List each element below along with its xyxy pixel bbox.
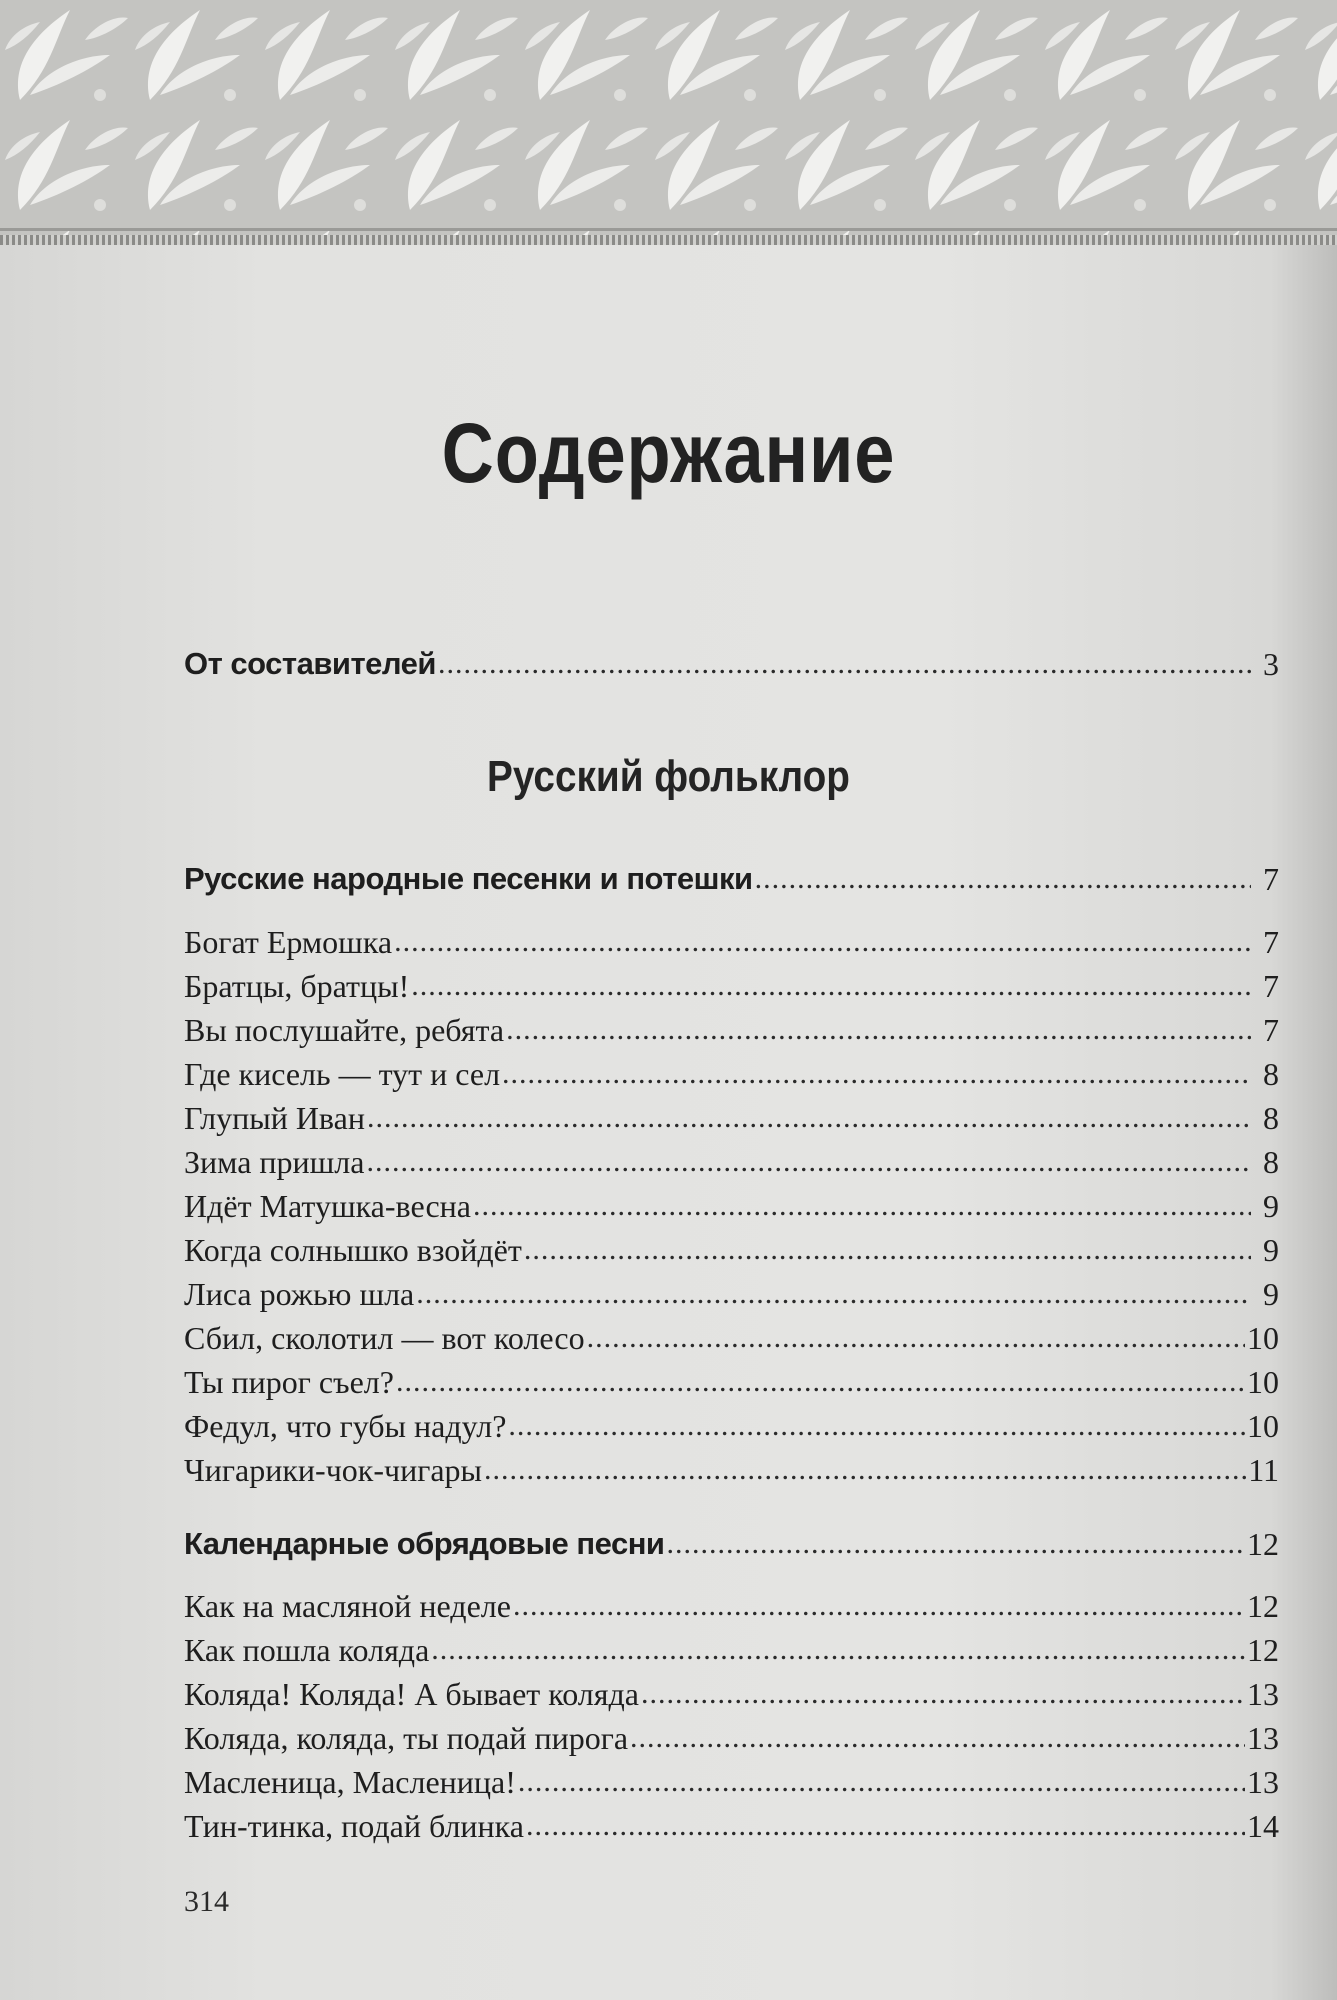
toc-leader <box>473 1184 1251 1228</box>
toc-entry <box>184 1802 1279 1848</box>
toc-entry-label: Когда солнышко взойдёт <box>184 1232 522 1268</box>
toc-entry-page: 11 <box>1248 1452 1279 1488</box>
toc-leader <box>518 1760 1245 1804</box>
toc-entry <box>184 1138 1279 1184</box>
toc-entry-label: Ты пирог съел? <box>184 1364 394 1400</box>
toc-entry <box>184 1626 1279 1672</box>
toc-entry-page: 9 <box>1263 1276 1279 1312</box>
toc-leader <box>394 920 1251 964</box>
toc-entry <box>184 962 1279 1008</box>
toc-entry-page: 9 <box>1263 1232 1279 1268</box>
toc-leader <box>506 1008 1251 1052</box>
toc-leader <box>438 642 1251 686</box>
toc-entry <box>184 1402 1279 1448</box>
toc-entry <box>184 1006 1279 1052</box>
toc-entry-page: 8 <box>1263 1100 1279 1136</box>
toc-entry <box>184 1714 1279 1760</box>
toc-leader <box>411 964 1251 1008</box>
toc-leader <box>502 1052 1251 1096</box>
toc-entry-page: 7 <box>1263 924 1279 960</box>
leaf-ornament-icon <box>0 0 1337 235</box>
toc-leader <box>396 1360 1245 1404</box>
toc-entry-label: Где кисель — тут и сел <box>184 1056 501 1092</box>
toc-leader <box>484 1448 1246 1492</box>
toc-entry-page: 13 <box>1247 1764 1279 1800</box>
toc-entry-label: Вы послушайте, ребята <box>184 1012 505 1048</box>
toc-entry-page: 14 <box>1247 1808 1279 1844</box>
toc-leader <box>416 1272 1251 1316</box>
toc-entry-label: Богат Ермошка <box>184 924 393 960</box>
toc-leader <box>666 1522 1245 1566</box>
toc-entry <box>184 1314 1279 1360</box>
toc-entry <box>184 855 1279 901</box>
toc-leader <box>641 1672 1245 1716</box>
toc-entry-label: Масленица, Масленица! <box>184 1764 516 1800</box>
toc-entry-label: Федул, что губы надул? <box>184 1408 507 1444</box>
header-divider <box>0 228 1337 231</box>
toc-entry-page: 13 <box>1247 1720 1279 1756</box>
toc-entry-page: 7 <box>1263 861 1279 897</box>
toc-entry <box>184 1446 1279 1492</box>
toc-entry-label: Зима пришла <box>184 1144 365 1180</box>
toc-leader <box>755 857 1251 901</box>
toc-entry <box>184 1358 1279 1404</box>
page-title: Содержание <box>441 406 896 500</box>
toc-entry <box>184 1050 1279 1096</box>
toc-entry-label: Как на масляной неделе <box>184 1588 511 1624</box>
toc-leader <box>508 1404 1245 1448</box>
toc-entry-page: 3 <box>1263 646 1279 682</box>
toc-entry-label: Коляда, коляда, ты подай пирога <box>184 1720 629 1756</box>
toc-entry-page: 8 <box>1263 1056 1279 1092</box>
toc-entry-page: 9 <box>1263 1188 1279 1224</box>
toc-entry-page: 12 <box>1247 1632 1279 1668</box>
toc-entry-page: 8 <box>1263 1144 1279 1180</box>
toc-entry-label: Идёт Матушка-весна <box>184 1188 471 1224</box>
toc-entry <box>184 1270 1279 1316</box>
toc-entry-page: 10 <box>1247 1408 1279 1444</box>
toc-entry-label: Тин-тинка, подай блинка <box>184 1808 524 1844</box>
toc-entry <box>184 918 1279 964</box>
toc-entry-page: 10 <box>1247 1320 1279 1356</box>
toc-entry-page: 12 <box>1247 1588 1279 1624</box>
toc-entry-page: 7 <box>1263 1012 1279 1048</box>
toc-entry <box>184 1094 1279 1140</box>
toc-entry-page: 10 <box>1247 1364 1279 1400</box>
toc-entry-label: Сбил, сколотил — вот колесо <box>184 1320 585 1356</box>
toc-entry <box>184 1670 1279 1716</box>
header-border-pattern <box>0 235 1337 245</box>
toc-leader <box>513 1584 1245 1628</box>
toc-entry-label: Чигарики-чок-чигары <box>184 1452 483 1488</box>
toc-entry-label: Календарные обрядовые песни <box>184 1526 665 1561</box>
toc-leader <box>431 1628 1245 1672</box>
toc-leader <box>367 1096 1251 1140</box>
toc-entry-label: Лиса рожью шла <box>184 1276 415 1312</box>
toc-entry <box>184 1758 1279 1804</box>
toc-entry <box>184 1520 1279 1566</box>
toc-entry-page: 7 <box>1263 968 1279 1004</box>
ornament-header <box>0 0 1337 235</box>
toc-entry-page: 13 <box>1247 1676 1279 1712</box>
toc-entry-label: Глупый Иван <box>184 1100 365 1136</box>
section-heading: Русский фольклор <box>487 752 850 801</box>
toc-leader <box>630 1716 1245 1760</box>
page-number: 314 <box>184 1885 229 1918</box>
toc-entry-label: Коляда! Коляда! А бывает коляда <box>184 1676 639 1712</box>
toc-leader <box>366 1140 1251 1184</box>
toc-entry-page: 12 <box>1247 1526 1279 1562</box>
toc-entry <box>184 1226 1279 1272</box>
toc-entry <box>184 1582 1279 1628</box>
toc-entry-label: Братцы, братцы! <box>184 968 410 1004</box>
toc-entry-label: От составителей <box>184 646 436 681</box>
toc-leader <box>587 1316 1245 1360</box>
toc-entry-label: Как пошла коляда <box>184 1632 430 1668</box>
toc-entry <box>184 1182 1279 1228</box>
toc-entry <box>184 640 1279 686</box>
toc-leader <box>524 1228 1251 1272</box>
toc-leader <box>526 1804 1245 1848</box>
toc-entry-label: Русские народные песенки и потешки <box>184 861 753 896</box>
